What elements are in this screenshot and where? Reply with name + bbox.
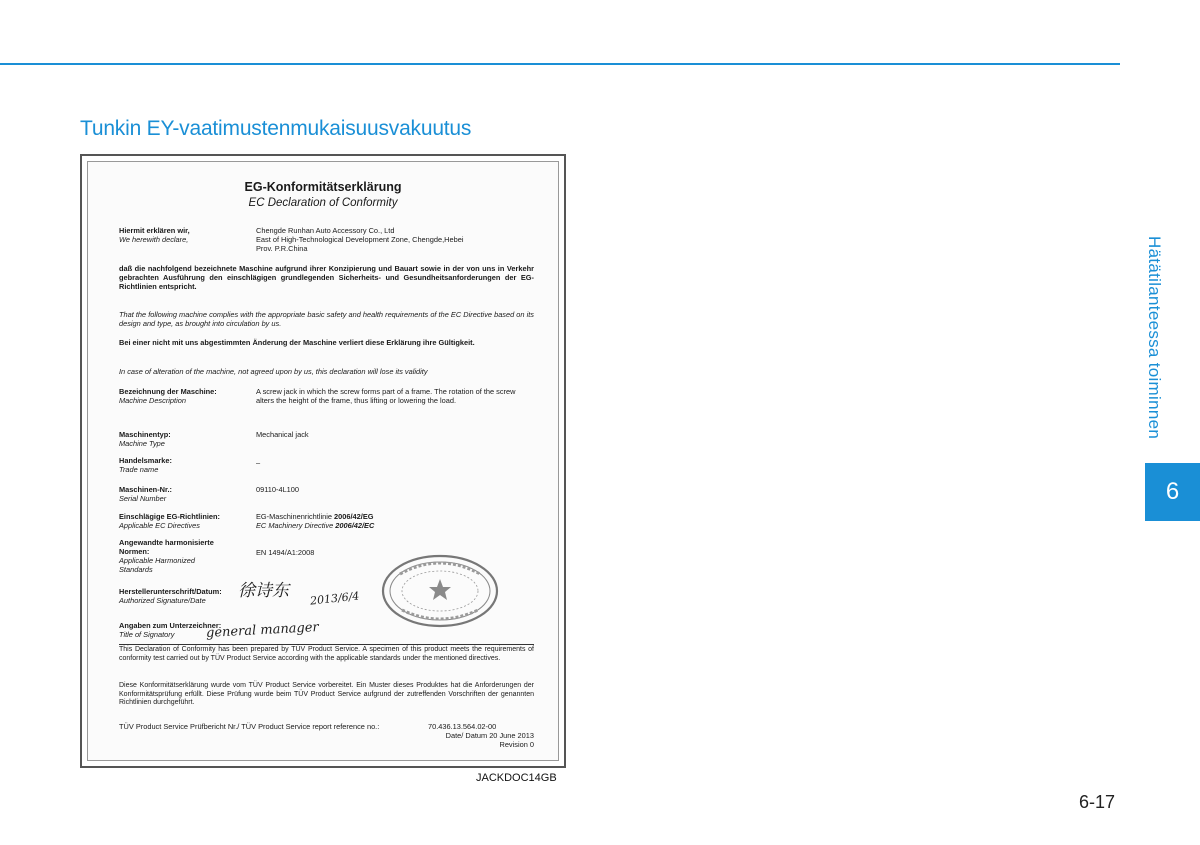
company-seal-stamp	[380, 552, 500, 630]
serial-label-en: Serial Number	[119, 494, 167, 503]
report-date: Date/ Datum 20 June 2013	[445, 731, 534, 740]
report-reference-label: TÜV Product Service Prüfbericht Nr./ TÜV Product Service report reference no.:	[119, 722, 380, 731]
side-chapter-label	[1142, 236, 1182, 461]
standards-label-en-1: Applicable Harmonized	[119, 556, 195, 565]
machine-description-label-de: Bezeichnung der Maschine:	[119, 387, 217, 396]
trade-name-label-en: Trade name	[119, 465, 159, 474]
chapter-number: 6	[1165, 478, 1180, 505]
signatory-label-en: Title of Signatory	[119, 630, 175, 639]
handwritten-date: 2013/6/4	[309, 589, 360, 608]
signatory-label-de: Angaben zum Unterzeichner:	[119, 621, 222, 630]
divider-line	[119, 644, 534, 645]
declaration-image	[80, 154, 566, 768]
side-chapter-label-text: Hätätilanteessa toiminnen	[1145, 236, 1164, 440]
machine-description-label-en: Machine Description	[119, 396, 186, 405]
tuv-statement-en: This Declaration of Conformity has been prepared by TÜV Product Service. A specimen of this product meets the requirements of conformity test carried out by TÜV Product Service according with the applicable standards under the mentioned directives.	[119, 646, 534, 662]
company-country: Prov. P.R.China	[256, 244, 308, 253]
chapter-tab	[1145, 463, 1200, 521]
company-name: Chengde Runhan Auto Accessory Co., Ltd	[256, 226, 395, 235]
directive-number-en: 2006/42/EC	[335, 521, 375, 530]
handwritten-signatory-title: general manager	[205, 620, 320, 641]
declare-label-en: We herewith declare,	[119, 235, 189, 244]
report-revision: Revision 0	[499, 740, 534, 749]
doc-title-en: EC Declaration of Conformity	[248, 197, 398, 209]
alteration-statement-en: In case of alteration of the machine, not agreed upon by us, this declaration will lose its validity	[119, 367, 428, 376]
report-reference-number: 70.436.13.564.02-00	[428, 722, 497, 731]
directives-value-de	[256, 512, 534, 521]
signature-label-de: Herstellerunterschrift/Datum:	[119, 587, 222, 596]
declare-label-de: Hiermit erklären wir,	[119, 226, 190, 235]
alteration-statement-de: Bei einer nicht mit uns abgestimmten Änderung der Maschine verliert diese Erklärung ihre Gültigkeit.	[119, 338, 475, 347]
directives-label-de: Einschlägige EG-Richtlinien:	[119, 512, 221, 521]
top-rule	[0, 63, 1120, 65]
directives-value-en	[256, 521, 534, 530]
page-number: 6-17	[1079, 792, 1116, 812]
machine-type-label-de: Maschinentyp:	[119, 430, 171, 439]
tuv-statement-de: Diese Konformitätserklärung wurde vom TÜV Product Service vorbereitet. Ein Muster dieses Produktes hat die Anforderungen der Konformitätsprüfung erfüllt. Diese Prüfung wurde beim TÜV Product Service aufgrund der zutreffenden Vorschriften der genannten Richtlinien durchgeführt.	[119, 682, 534, 707]
doc-title-de: EG-Konformitätserklärung	[244, 180, 402, 194]
standards-label-de-1: Angewandte harmonisierte	[119, 538, 214, 547]
conformity-statement-en: That the following machine complies with the appropriate basic safety and health requirements of the EC Directive based on its design and type, as brought into circulation by us.	[119, 310, 534, 328]
standards-label-de-2: Normen:	[119, 547, 150, 556]
serial-label-de: Maschinen-Nr.:	[119, 485, 172, 494]
serial-value: 09110-4L100	[256, 485, 300, 494]
directives-label-en: Applicable EC Directives	[119, 521, 200, 530]
handwritten-signature: 徐诗东	[238, 581, 289, 601]
declaration-document	[88, 162, 558, 760]
directive-text-en: EC Machinery Directive	[256, 521, 336, 530]
conformity-statement-de: daß die nachfolgend bezeichnete Maschine aufgrund ihrer Konzipierung und Bauart sowie in der von uns in Verkehr gebrachten Ausführung den einschlägigen grundlegenden Sicherheits- und Gesundheitsanforderungen der EG-Richtlinien entspricht.	[119, 264, 534, 291]
standards-label-en-2: Standards	[119, 565, 153, 574]
declaration-paper	[87, 161, 559, 761]
machine-description-value: A screw jack in which the screw forms part of a frame. The rotation of the screw alters the height of the frame, thus lifting or lowering the load.	[256, 387, 516, 405]
section-title: Tunkin EY-vaatimustenmukaisuusvakuutus	[80, 117, 472, 140]
machine-type-label-en: Machine Type	[119, 439, 165, 448]
trade-name-label-de: Handelsmarke:	[119, 456, 172, 465]
directive-text-de: EG-Maschinenrichtlinie	[256, 512, 335, 521]
trade-name-value: –	[256, 458, 261, 467]
standards-value: EN 1494/A1:2008	[256, 548, 315, 557]
image-code: JACKDOC14GB	[476, 772, 557, 784]
company-address: East of High-Technological Development Zone, Chengde,Hebei	[256, 235, 464, 244]
signature-label-en: Authorized Signature/Date	[119, 596, 206, 605]
directive-number-de: 2006/42/EG	[334, 512, 374, 521]
machine-type-value: Mechanical jack	[256, 430, 309, 439]
